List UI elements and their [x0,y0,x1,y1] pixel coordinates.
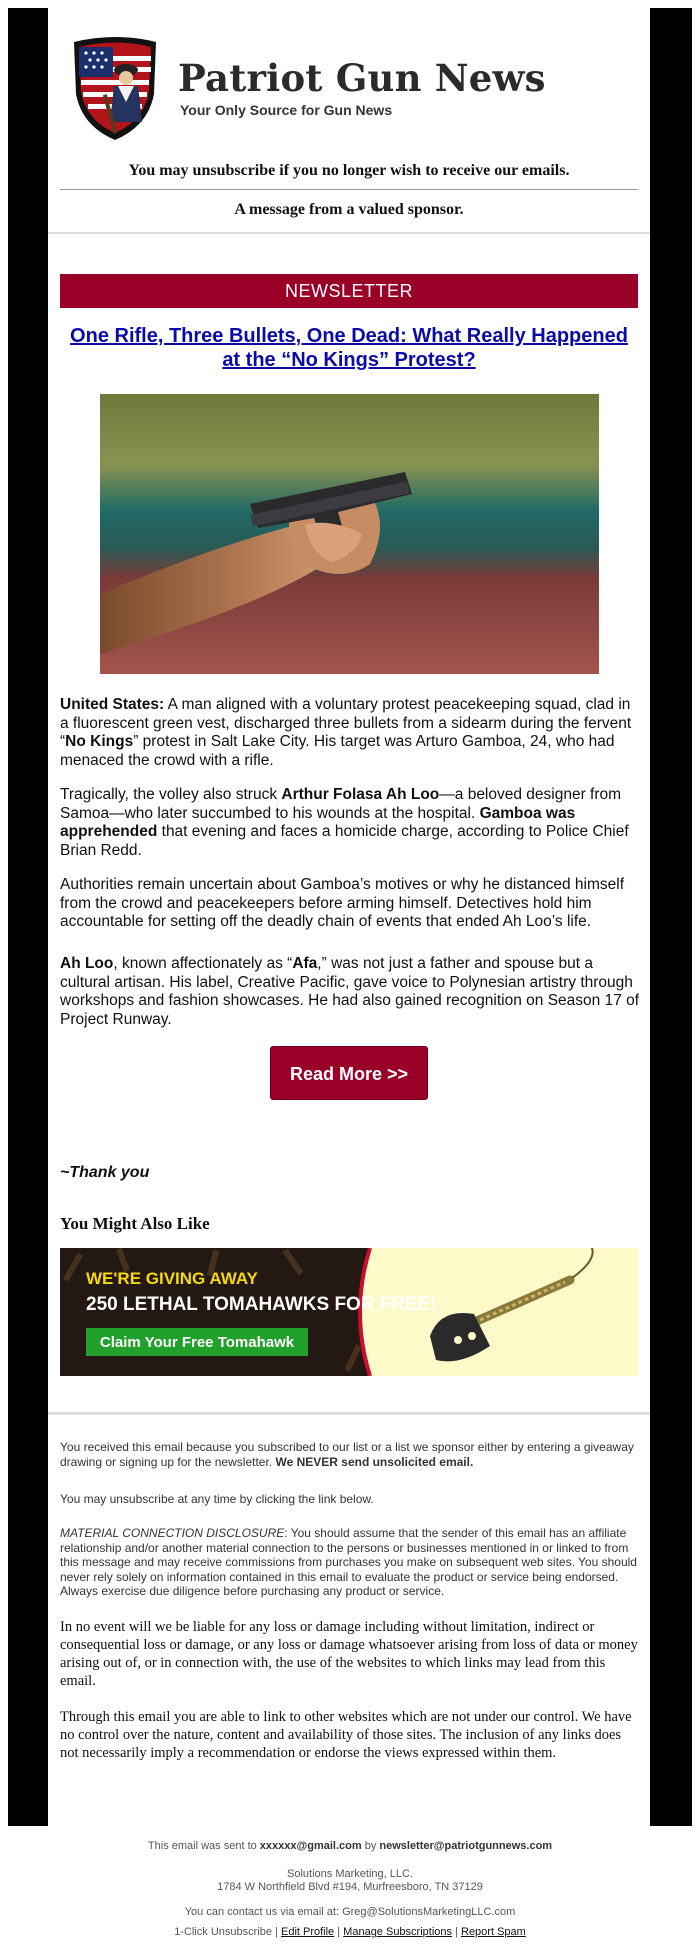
divider [48,1412,650,1415]
article-paragraph: Ah Loo, known affectionately as “Afa,” was not just a father and spouse but a cultural artisan. His label, Creative Pacific, gave voice to Polynesian artistry through workshops and fashion showcases. He had also gained recognition on Season 17 of Project Runway. [60,955,640,1028]
read-more-button[interactable]: Read More >> [270,1046,428,1100]
brand-title: Patriot Gun News [178,56,546,100]
sponsor-notice: A message from a valued sponsor. [234,201,464,218]
report-spam-link[interactable]: Report Spam [461,1926,526,1938]
promo-line2: 250 LETHAL TOMAHAWKS FOR FREE! [86,1294,437,1315]
footer-external-links: Through this email you are able to link to other websites which are not under our control. We have no control over the nature, content and availability of those sites. The inclusion of any links does not necessarily imply a recommendation or endorse the views expressed within them. [60,1709,632,1761]
promo-cta: Claim Your Free Tomahawk [99,1334,295,1351]
footer-liability: In no event will we be liable for any loss or damage including without limitation, indirect or consequential loss or damage, or any loss or damage whatsoever arising from loss of data or money arising out of, or in connection with, the use of the websites to which links may lead from this email. [60,1619,638,1689]
thank-you-signoff: ~Thank you [60,1164,150,1181]
footer-unsubscribe-note: You may unsubscribe at any time by clicking the link below. [60,1492,374,1506]
patriot-shield-logo-icon [68,34,162,142]
hand-with-pistol-photo[interactable] [100,394,599,674]
article-paragraph: Tragically, the volley also struck Arthur Folasa Ah Loo—a beloved designer from Samoa—who later succumbed to his wounds at the hospital. Gamboa was apprehended that evening and faces a homicide charge, according to Police Chief Brian Redd. [60,786,629,859]
contact-line: You can contact us via email at: Greg@SolutionsMarketingLLC.com [184,1906,516,1918]
sent-to-line: This email was sent to xxxxxx@gmail.com by newsletter@patriotgunnews.com [147,1840,553,1852]
header [48,26,650,146]
tomahawk-promo-banner[interactable] [60,1248,638,1376]
article-paragraph: United States: A man aligned with a voluntary protest peacekeeping squad, clad in a fluorescent green vest, discharged three bullets from a sidearm during the fervent “No Kings” protest in Salt Lake City. His target was Arturo Gamboa, 24, who had menaced the crowd with a rifle. [60,696,632,769]
edit-profile-link[interactable]: Edit Profile [280,1926,335,1938]
footer-disclosure: MATERIAL CONNECTION DISCLOSURE: You should assume that the sender of this email has an affiliate relationship and/or another material connection to the persons or businesses mentioned in or linked to from this message and may receive commissions from purchases you make on subsequent web sites. You should never rely solely on information contained in this email to evaluate the product or service being endorsed. Always exercise due diligence before purchasing any product or service. [60,1526,637,1598]
article-headline-link[interactable]: One Rifle, Three Bullets, One Dead: What Really Happened at the “No Kings” Protest? [70,325,628,371]
article-paragraph: Authorities remain uncertain about Gamboa’s motives or why he distanced himself from the crowd and peacekeepers before arming himself. Detectives hold him accountable for setting off the deadly chain of events that ended Ah Loo’s life. [60,876,625,930]
footer-subscription-reason: You received this email because you subscribed to our list or a list we sponsor either by entering a giveaway drawing or signing up for the newsletter. We NEVER send unsolicited email. [60,1440,634,1469]
promo-line1: WE'RE GIVING AWAY [86,1269,258,1288]
company-address: Solutions Marketing, LLC. 1784 W Northfield Blvd #194, Murfreesboro, TN 37129 [217,1868,483,1893]
divider [60,189,638,190]
unsubscribe-notice[interactable]: You may unsubscribe if you no longer wish to receive our emails. [128,162,570,179]
also-like-heading: You Might Also Like [60,1214,210,1233]
one-click-unsubscribe-link[interactable]: 1-Click Unsubscribe [174,1926,272,1938]
brand-tagline: Your Only Source for Gun News [180,102,393,118]
newsletter-banner: NEWSLETTER [60,274,638,308]
divider [48,232,650,234]
manage-subscriptions-link[interactable]: Manage Subscriptions [343,1926,453,1938]
footer-links: 1-Click Unsubscribe | Edit Profile | Manage Subscriptions | Report Spam [174,1926,526,1938]
email-card [48,8,650,1826]
